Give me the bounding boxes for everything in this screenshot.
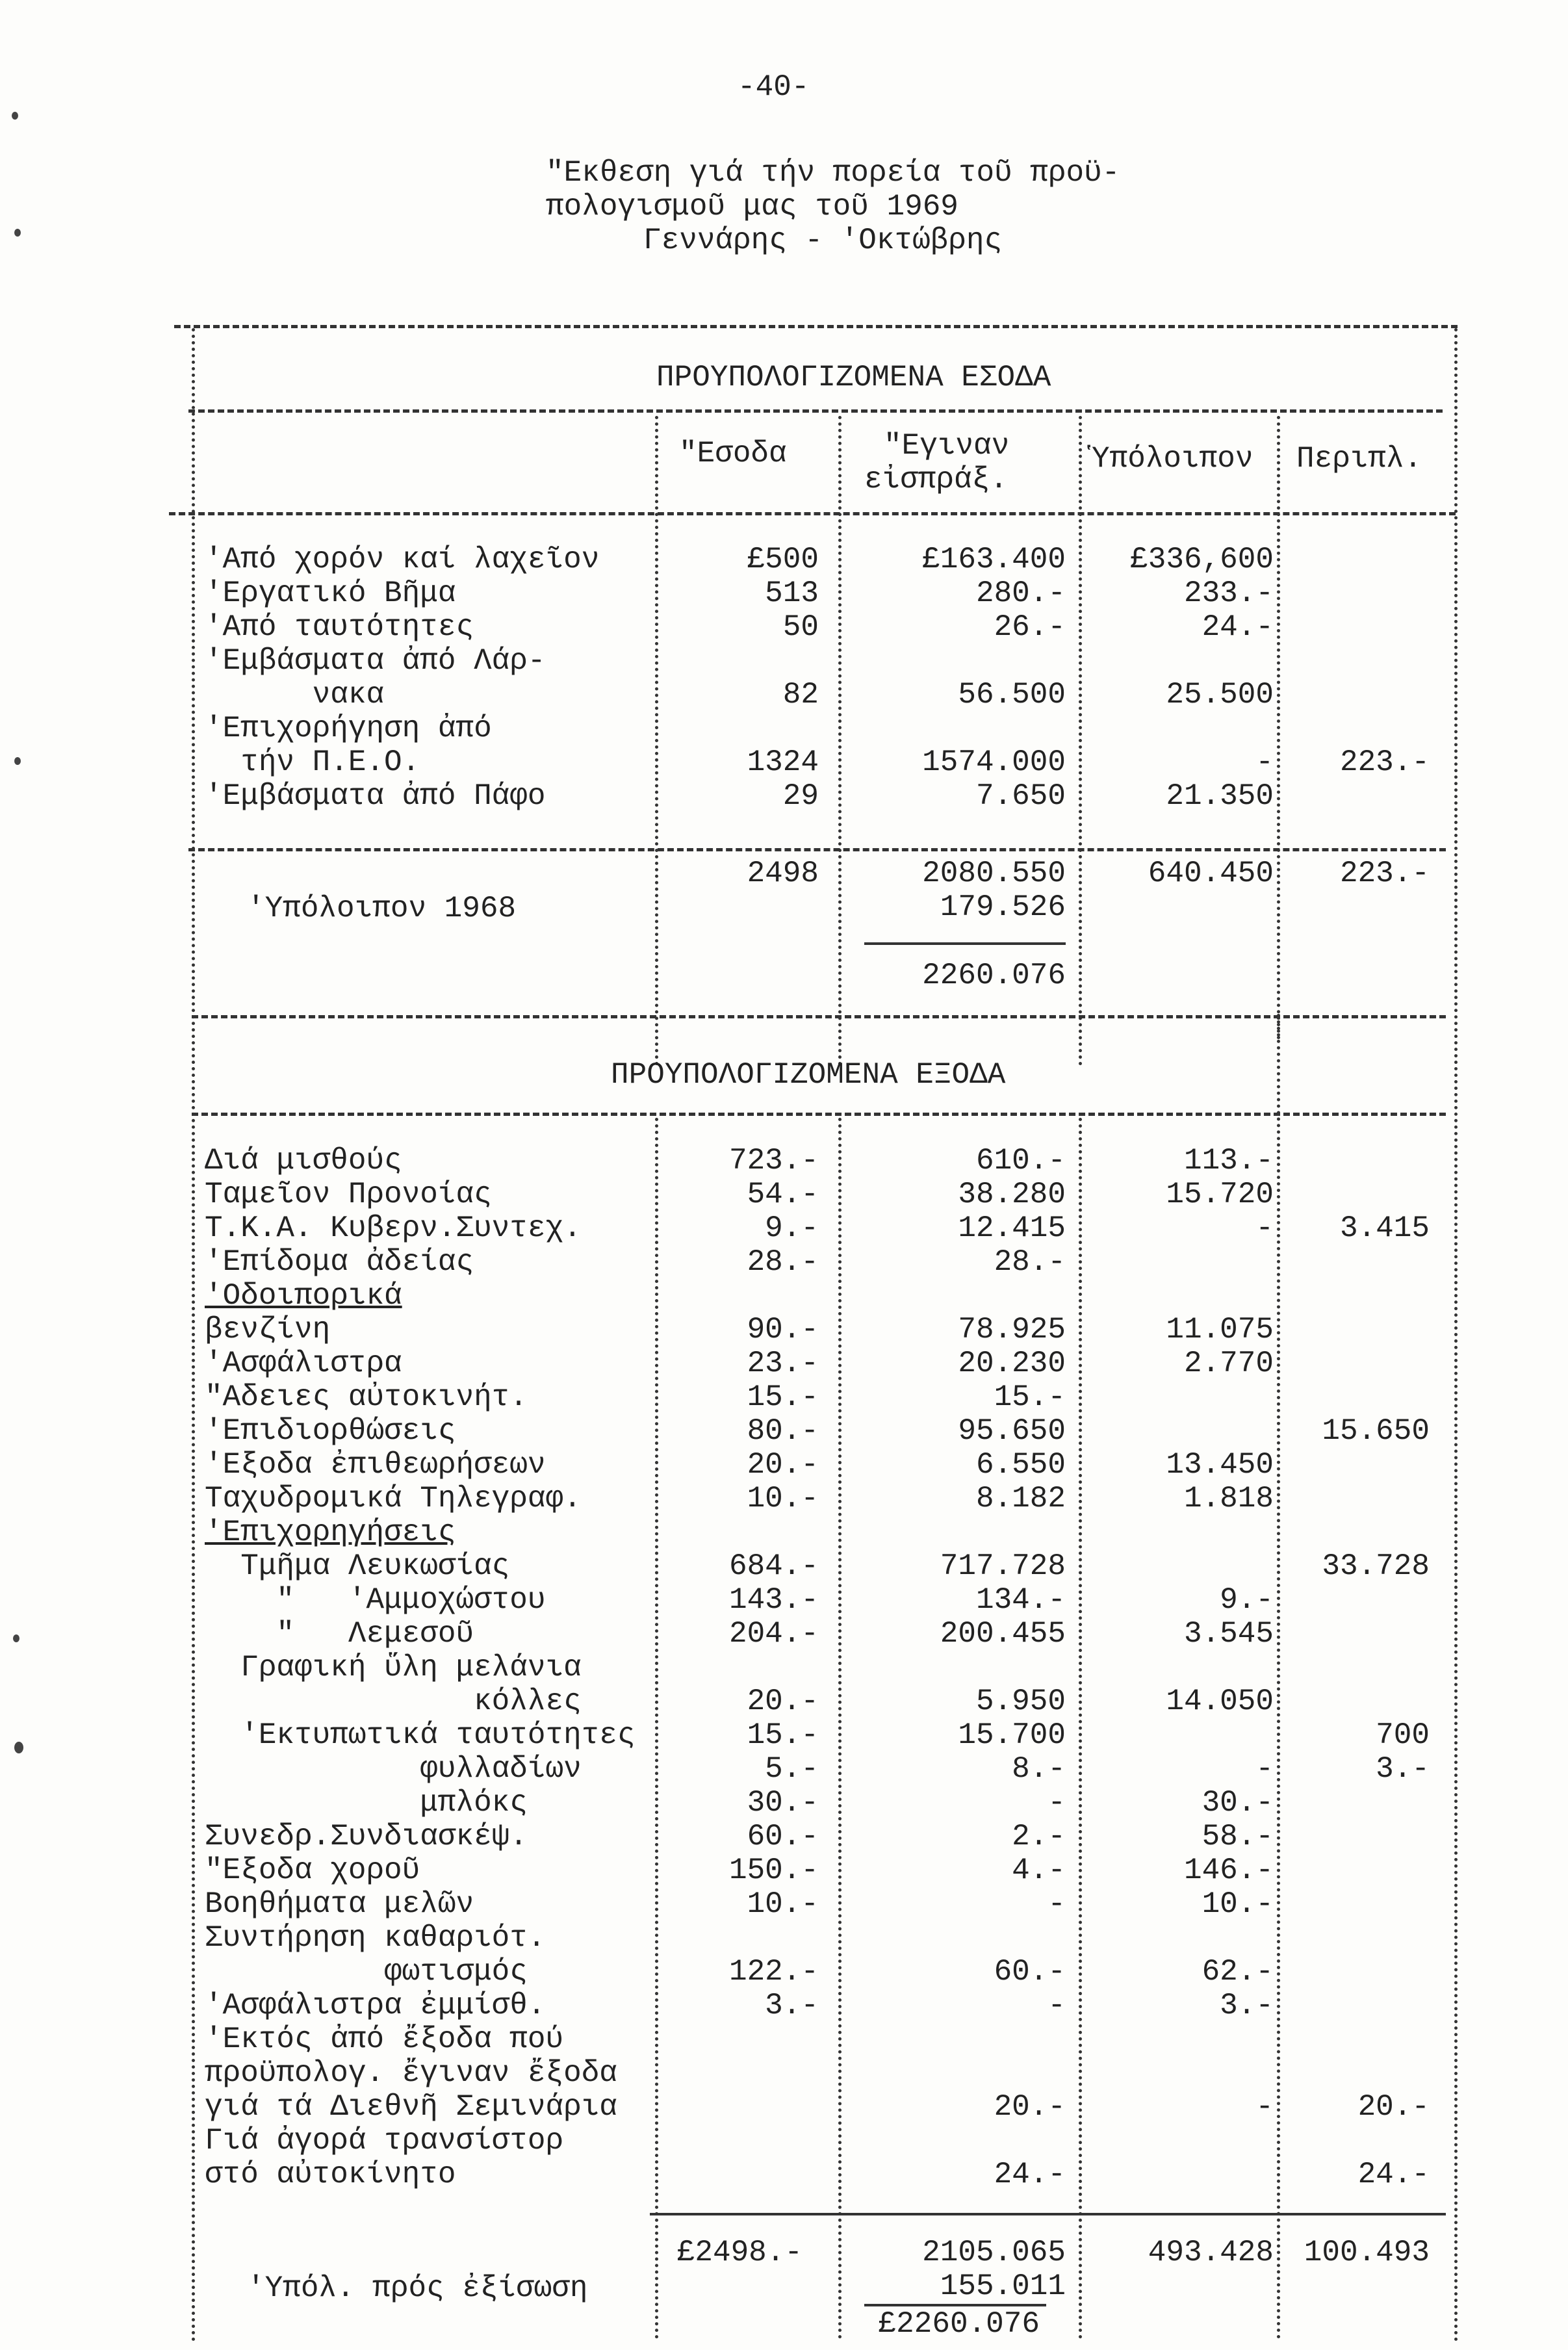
expense-row-actual: 95.650 [958,1414,1066,1448]
expense-row-label: Γιά ἀγορά τρανσίστορ [205,2124,564,2158]
expense-row-label: Τμῆμα Λευκωσίας [205,1549,510,1583]
expense-row-label: γιά τά Διεθνῆ Σεμινάρια [205,2090,617,2124]
divider-line [188,848,1446,851]
expense-row-balance: 2.770 [1183,1347,1274,1380]
table-top-border [174,325,1458,328]
column-divider [838,416,842,1066]
expense-row-balance: 1.818 [1183,1482,1274,1516]
income-row-actual: 56.500 [958,678,1066,712]
expense-row-budget: 143.- [728,1583,819,1617]
expense-row-label: Ταχυδρομικά Τηλεγραφ. [205,1482,582,1516]
income-total-budget: 2498 [747,857,819,890]
expense-row-label: Συνεδρ.Συνδιασκέψ. [205,1820,528,1853]
expense-row-label: "Εξοδα χοροῦ [205,1853,420,1887]
expense-row-balance: 62.- [1202,1955,1274,1989]
expense-row-actual: - [1047,1887,1066,1921]
income-row-budget: 50 [782,610,819,644]
expense-row-balance: 10.- [1202,1887,1274,1921]
col-header-surplus: Περιπλ. [1296,442,1422,476]
page-number: -40- [738,70,810,104]
income-row-label: 'Εργατικό Βῆμα [205,576,456,610]
column-divider [1079,416,1082,1066]
expense-row-balance: 9.- [1220,1583,1274,1617]
col-header-budget: "Εσοδα [679,437,787,471]
column-divider [1277,1014,1280,2340]
income-row-budget: £500 [747,543,819,576]
income-row-actual: 1574.000 [922,745,1066,779]
expense-row-budget: 54.- [747,1178,819,1211]
income-row-label: 'Εμβάσματα ἀπό Πάφο [205,779,546,813]
income-row-balance: 233.- [1183,576,1274,610]
expense-row-actual: 200.455 [940,1617,1066,1651]
expense-row-budget: 5.- [765,1752,819,1786]
expenses-section-title: ΠΡΟΥΠΟΛΟΓΙΖΟΜΕΝΑ ΕΞΟΔΑ [611,1058,1006,1092]
income-total-collected: 2080.550 [922,857,1066,890]
expense-row-actual: 38.280 [958,1178,1066,1211]
expense-row-actual: - [1047,1989,1066,2022]
equalize-label: 'Υπόλ. πρός ἐξίσωση [247,2271,588,2305]
expense-row-label: "Αδειες αὐτοκινήτ. [205,1380,528,1414]
expense-row-balance: 11.075 [1166,1313,1274,1347]
col-header-collected: "Εγιναν [884,429,1010,463]
expense-row-label: Συντήρηση καθαριότ. [205,1921,546,1955]
income-row-budget: 29 [782,779,819,813]
income-row-label: 'Επιχορήγηση ἀπό [205,712,492,745]
expense-row-budget: 20.- [747,1448,819,1482]
income-row-balance: 24.- [1202,610,1274,644]
sum-rule [864,2304,1046,2306]
expense-row-actual: 20.- [994,2090,1066,2124]
column-divider [655,416,658,1066]
expense-row-surplus: 700 [1376,1718,1430,1752]
expense-row-budget: 20.- [747,1685,819,1718]
income-row-label: 'Εμβάσματα ἀπό Λάρ- [205,644,546,678]
expense-row-budget: 9.- [765,1211,819,1245]
expense-row-balance: 113.- [1183,1144,1274,1178]
expenses-total-budget: £2498.- [676,2236,803,2269]
expense-row-budget: 90.- [747,1313,819,1347]
expense-row-label: φωτισμός [205,1955,528,1989]
divider-line [169,512,1456,515]
expense-row-actual: 15.- [994,1380,1066,1414]
column-divider [1079,1118,1082,2340]
expense-row-balance: 30.- [1202,1786,1274,1820]
expense-row-surplus: 24.- [1357,2158,1430,2191]
expense-row-label: 'Επίδομα ἀδείας [205,1245,474,1279]
expense-row-budget: 15.- [747,1718,819,1752]
expense-row-label: μπλόκς [205,1786,528,1820]
expense-row-actual: 15.700 [958,1718,1066,1752]
income-row-budget: 1324 [747,745,819,779]
expense-row-actual: 5.950 [975,1685,1066,1718]
expense-row-budget: 30.- [747,1786,819,1820]
report-title-line3: Γεννάρης - 'Οκτώβρης [643,224,1003,257]
income-row-balance: 25.500 [1166,678,1274,712]
income-row-balance: - [1255,745,1274,779]
expense-row-actual: 6.550 [975,1448,1066,1482]
expense-row-label: 'Επιχορηγήσεις [205,1516,456,1549]
column-divider [838,1118,842,2340]
expense-row-budget: 60.- [747,1820,819,1853]
income-row-actual: 280.- [975,576,1066,610]
column-divider [1277,416,1280,1040]
income-row-actual: 26.- [994,610,1066,644]
expense-row-actual: 610.- [975,1144,1066,1178]
expense-row-label: Διά μισθούς [205,1144,402,1178]
expense-row-actual: 717.728 [940,1549,1066,1583]
expense-row-budget: 28.- [747,1245,819,1279]
income-row-label: 'Από ταυτότητες [205,610,474,644]
equalize-value: 155.011 [940,2269,1066,2303]
expense-row-balance: 14.050 [1166,1685,1274,1718]
expense-row-balance: 58.- [1202,1820,1274,1853]
expense-row-balance: - [1255,1752,1274,1786]
expense-row-actual: 12.415 [958,1211,1066,1245]
expense-row-label: κόλλες [205,1685,582,1718]
scan-speck [14,757,21,765]
scan-speck [12,112,18,120]
expense-row-budget: 10.- [747,1887,819,1921]
income-row-actual: 7.650 [975,779,1066,813]
expense-row-actual: 134.- [975,1583,1066,1617]
expense-row-balance: 3.- [1220,1989,1274,2022]
expense-row-actual: 2.- [1012,1820,1066,1853]
expense-row-budget: 684.- [728,1549,819,1583]
divider-line [192,1015,1446,1018]
expense-row-balance: - [1255,1211,1274,1245]
expense-row-actual: 8.182 [975,1482,1066,1516]
income-row-balance: £336,600 [1130,543,1274,576]
expenses-total-balance: 493.428 [1148,2236,1274,2269]
expense-row-actual: 28.- [994,1245,1066,1279]
prev-balance-value: 179.526 [940,890,1066,924]
expense-row-label: Ταμεῖον Προνοίας [205,1178,492,1211]
scan-speck [13,1634,19,1642]
prev-balance-label: 'Υπόλοιπον 1968 [247,892,517,925]
expense-row-actual: - [1047,1786,1066,1820]
income-row-label: τήν Π.Ε.Ο. [205,745,420,779]
expense-row-budget: 723.- [728,1144,819,1178]
expense-row-label: Γραφική ὕλη μελάνια [205,1651,582,1685]
expenses-total-spent: 2105.065 [922,2236,1066,2269]
expense-row-actual: 78.925 [958,1313,1066,1347]
expense-row-surplus: 3.415 [1339,1211,1430,1245]
expense-row-balance: 15.720 [1166,1178,1274,1211]
table-left-border [192,328,195,2343]
expense-row-surplus: 20.- [1357,2090,1430,2124]
expense-row-label: " Λεμεσοῦ [205,1617,474,1651]
expense-row-actual: 8.- [1012,1752,1066,1786]
expense-row-surplus: 15.650 [1322,1414,1430,1448]
report-title-line1: "Εκθεση γιά τήν πορεία τοῦ προϋ- [546,156,1120,190]
col-header-collected-2: εἰσπράξ. [864,463,1008,497]
expense-row-balance: 13.450 [1166,1448,1274,1482]
income-row-actual: £163.400 [922,543,1066,576]
expense-row-label: βενζίνη [205,1313,331,1347]
expense-row-budget: 80.- [747,1414,819,1448]
expense-row-budget: 15.- [747,1380,819,1414]
income-total-balance: 640.450 [1148,857,1274,890]
scan-speck [14,229,21,237]
expense-row-label: 'Ασφάλιστρα ἐμμίσθ. [205,1989,546,2022]
expense-row-label: Τ.Κ.Α. Κυβερν.Συντεχ. [205,1211,582,1245]
expense-row-budget: 10.- [747,1482,819,1516]
expense-row-label: προϋπολογ. ἔγιναν ἔξοδα [205,2056,617,2090]
expense-row-balance: 3.545 [1183,1617,1274,1651]
expense-row-label: 'Εκτός ἀπό ἔξοδα πού [205,2022,564,2056]
scan-speck [14,1742,23,1753]
expense-row-label: 'Εκτυπωτικά ταυτότητες [205,1718,636,1752]
expense-row-label: φυλλαδίων [205,1752,582,1786]
expense-row-surplus: 3.- [1376,1752,1430,1786]
divider-line [192,1113,1446,1116]
expense-row-budget: 122.- [728,1955,819,1989]
income-row-budget: 513 [765,576,819,610]
expense-row-actual: 4.- [1012,1853,1066,1887]
expense-row-label: 'Ασφάλιστρα [205,1347,402,1380]
expense-row-label: 'Επιδιορθώσεις [205,1414,456,1448]
expense-row-budget: 3.- [765,1989,819,2022]
table-right-border [1454,328,1458,2343]
expense-row-label: 'Εξοδα ἐπιθεωρήσεων [205,1448,546,1482]
expense-row-actual: 20.230 [958,1347,1066,1380]
expense-row-label: Βοηθήματα μελῶν [205,1887,474,1921]
income-section-title: ΠΡΟΥΠΟΛΟΓΙΖΟΜΕΝΑ ΕΣΟΔΑ [656,361,1051,394]
expense-row-budget: 204.- [728,1617,819,1651]
income-row-surplus: 223.- [1339,745,1430,779]
expense-row-balance: 146.- [1183,1853,1274,1887]
report-title-line2: πολογισμοῦ μας τοῦ 1969 [546,190,958,224]
income-row-budget: 82 [782,678,819,712]
expenses-grand-total: £2260.076 [878,2307,1040,2341]
divider-line [188,409,1443,413]
income-total-surplus: 223.- [1339,857,1430,890]
income-row-balance: 21.350 [1166,779,1274,813]
expense-row-budget: 23.- [747,1347,819,1380]
expense-row-label: 'Οδοιπορικά [205,1279,402,1313]
expenses-total-surplus: 100.493 [1304,2236,1430,2269]
income-row-label: νακα [205,678,385,712]
expense-row-label: στό αὐτοκίνητο [205,2158,456,2191]
expense-row-surplus: 33.728 [1322,1549,1430,1583]
col-header-balance: Ὑπόλοιπον [1092,442,1253,476]
expense-row-label: " 'Αμμοχώστου [205,1583,546,1617]
sum-rule [864,942,1066,945]
expense-row-balance: - [1255,2090,1274,2124]
expense-row-actual: 24.- [994,2158,1066,2191]
income-grand-total: 2260.076 [922,959,1066,992]
sum-rule [650,2213,1446,2215]
expense-row-budget: 150.- [728,1853,819,1887]
expense-row-actual: 60.- [994,1955,1066,1989]
income-row-label: 'Από χορόν καί λαχεῖον [205,543,600,576]
